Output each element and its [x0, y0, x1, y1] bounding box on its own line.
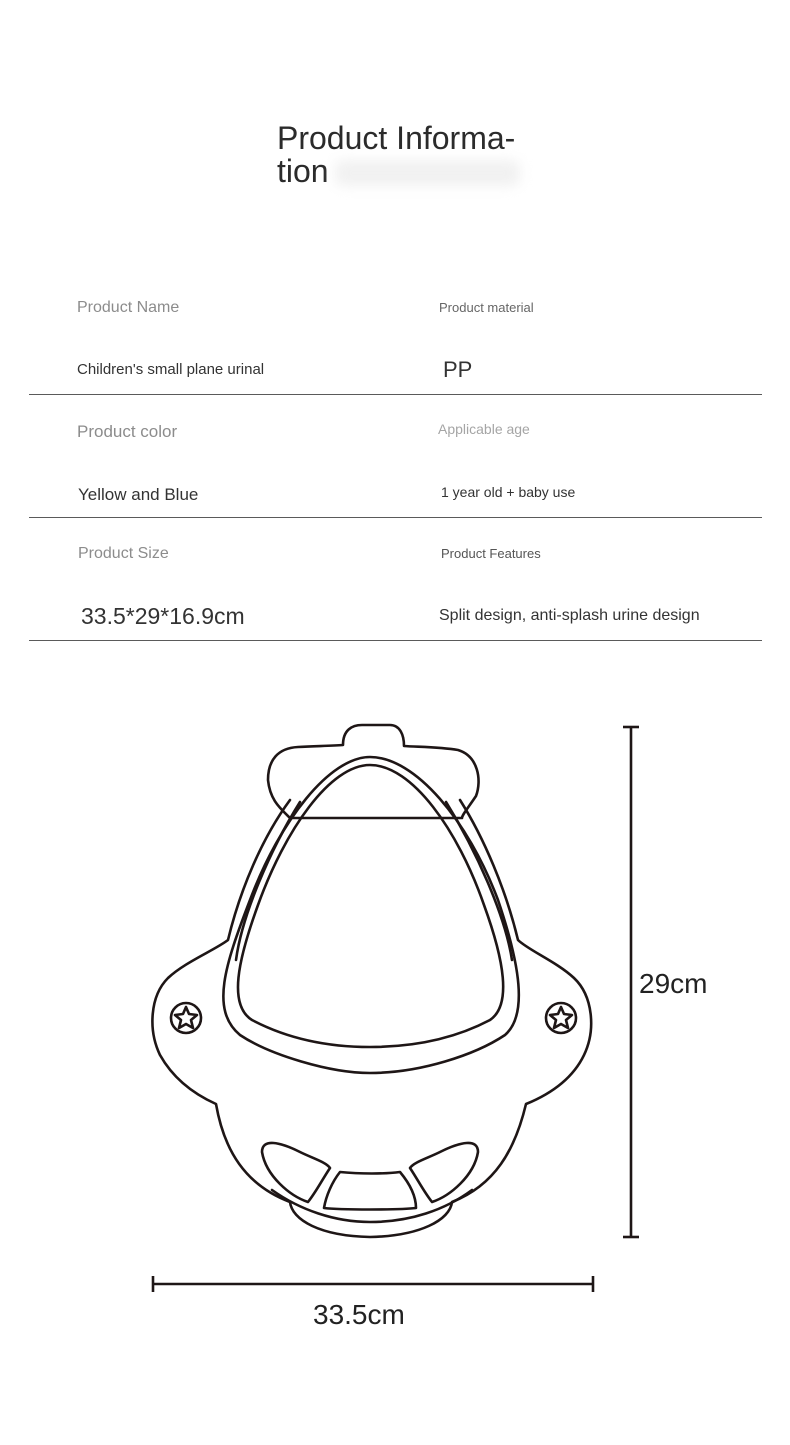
star-icon-left	[175, 1007, 197, 1028]
funnel-outer-rim	[223, 757, 518, 1073]
spec-value-product-material: PP	[443, 357, 473, 382]
spec-label-product-material: Product material	[439, 300, 534, 315]
spec-label-product-size: Product Size	[78, 545, 169, 562]
width-dimension-label: 33.5cm	[313, 1299, 405, 1330]
star-icon-right	[550, 1007, 572, 1028]
urinal-body-outline	[152, 800, 591, 1237]
spec-value-product-size: 33.5*29*16.9cm	[81, 603, 245, 629]
spec-value-product-name: Children's small plane urinal	[77, 361, 265, 378]
spec-label-product-color: Product color	[77, 422, 178, 441]
foot-pad-center	[324, 1172, 416, 1210]
spec-value-product-color: Yellow and Blue	[78, 485, 199, 504]
page-title: Product Informa- tion	[277, 120, 516, 189]
spec-label-applicable-age: Applicable age	[438, 421, 530, 437]
spec-label-product-name: Product Name	[77, 299, 180, 316]
funnel-right-seam	[446, 802, 512, 960]
spec-label-product-features: Product Features	[441, 546, 541, 561]
spec-value-product-features: Split design, anti-splash urine design	[439, 607, 700, 624]
height-dimension-label: 29cm	[639, 968, 708, 999]
spec-value-applicable-age: 1 year old + baby use	[441, 484, 576, 500]
